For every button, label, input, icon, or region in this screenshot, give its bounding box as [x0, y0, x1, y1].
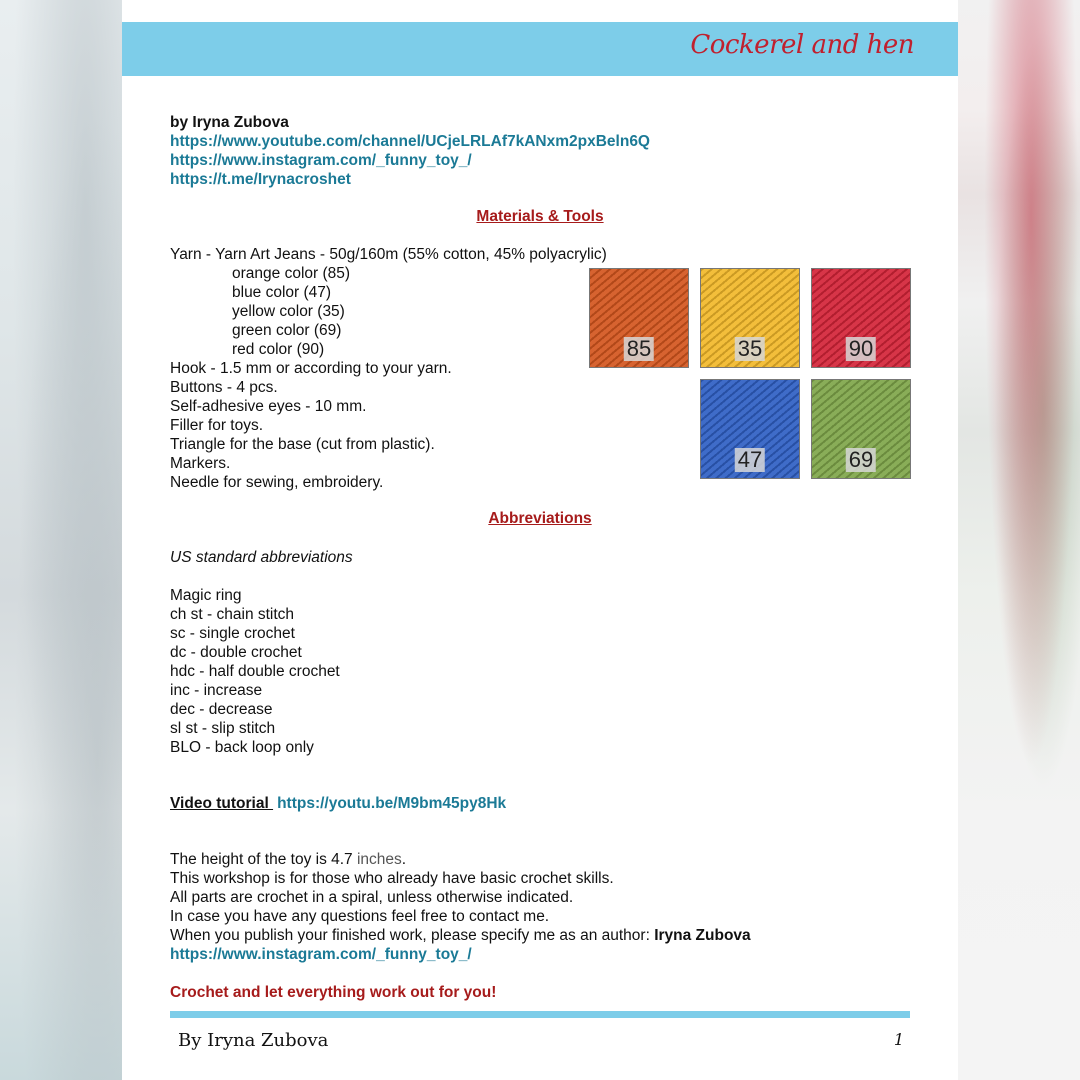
- closing-line: Crochet and let everything work out for you!: [170, 984, 497, 1001]
- yarn-swatch-yellow: [700, 268, 800, 368]
- document-title: Cockerel and hen: [690, 30, 914, 60]
- color-item: orange color (85): [232, 265, 351, 282]
- material-item: Hook - 1.5 mm or according to your yarn.: [170, 360, 452, 377]
- page-number: 1: [893, 1030, 904, 1049]
- swatch-label: 85: [624, 337, 654, 361]
- color-item: blue color (47): [232, 284, 332, 301]
- publish-line: [170, 926, 751, 945]
- yarn-swatch-blue: [700, 379, 800, 479]
- material-item: Needle for sewing, embroidery.: [170, 474, 384, 491]
- color-item: green color (69): [232, 322, 342, 339]
- color-item: yellow color (35): [232, 303, 345, 320]
- abbreviation-item: sl st - slip stitch: [170, 720, 276, 737]
- material-item: Buttons - 4 pcs.: [170, 379, 278, 396]
- abbreviation-item: ch st - chain stitch: [170, 606, 295, 623]
- material-item: Markers.: [170, 455, 231, 472]
- footer-author: By Iryna Zubova: [178, 1030, 329, 1051]
- video-tutorial-label: Video tutorial: [170, 795, 274, 812]
- materials-title: Materials & Tools: [476, 208, 604, 225]
- abbreviations-title: Abbreviations: [488, 510, 592, 527]
- swatch-label: 90: [846, 337, 876, 361]
- yarn-line: Yarn - Yarn Art Jeans - 50g/160m (55% cotton, 45% polyacrylic): [170, 246, 607, 263]
- abbreviation-item: dec - decrease: [170, 701, 273, 718]
- video-tutorial-link[interactable]: https://youtu.be/M9bm45py8Hk: [277, 795, 507, 812]
- note-line: In case you have any questions feel free to contact me.: [170, 908, 550, 925]
- background-left: [0, 0, 122, 1080]
- toy-height-line: [170, 850, 406, 869]
- instagram-link[interactable]: https://www.instagram.com/_funny_toy_/: [170, 152, 472, 169]
- material-item: Triangle for the base (cut from plastic).: [170, 436, 435, 453]
- instagram-link-bottom[interactable]: https://www.instagram.com/_funny_toy_/: [170, 946, 472, 963]
- author-byline: by Iryna Zubova: [170, 114, 289, 131]
- document-page: [122, 0, 958, 1080]
- swatch-label: 69: [846, 448, 876, 472]
- abbreviation-item: Magic ring: [170, 587, 242, 604]
- youtube-link[interactable]: https://www.youtube.com/channel/UCjeLRLAf7kANxm2pxBeln6Q: [170, 133, 650, 150]
- yarn-swatch-orange: [589, 268, 689, 368]
- telegram-link[interactable]: https://t.me/Irynacroshet: [170, 171, 351, 188]
- abbreviation-item: dc - double crochet: [170, 644, 302, 661]
- publish-author: Iryna Zubova: [654, 927, 751, 944]
- note-line: All parts are crochet in a spiral, unless otherwise indicated.: [170, 889, 574, 906]
- toy-height-suffix: .: [401, 851, 407, 868]
- abbreviation-item: BLO - back loop only: [170, 739, 314, 756]
- abbreviation-item: sc - single crochet: [170, 625, 295, 642]
- material-item: Filler for toys.: [170, 417, 264, 434]
- abbreviation-item: hdc - half double crochet: [170, 663, 340, 680]
- color-item: red color (90): [232, 341, 325, 358]
- yarn-swatch-green: [811, 379, 911, 479]
- swatch-label: 47: [735, 448, 765, 472]
- publish-prefix: When you publish your finished work, please specify me as an author:: [170, 927, 655, 944]
- yarn-swatch-red: [811, 268, 911, 368]
- toy-height-prefix: The height of the toy is 4.7: [170, 851, 357, 868]
- note-line: This workshop is for those who already have basic crochet skills.: [170, 870, 614, 887]
- video-tutorial-row: [170, 794, 506, 813]
- swatch-label: 35: [735, 337, 765, 361]
- background-right: [958, 0, 1080, 1080]
- material-item: Self-adhesive eyes - 10 mm.: [170, 398, 367, 415]
- footer-divider: [170, 1011, 910, 1018]
- abbreviation-item: inc - increase: [170, 682, 263, 699]
- abbreviations-subtitle: US standard abbreviations: [170, 549, 353, 566]
- toy-height-unit: inches: [356, 851, 402, 868]
